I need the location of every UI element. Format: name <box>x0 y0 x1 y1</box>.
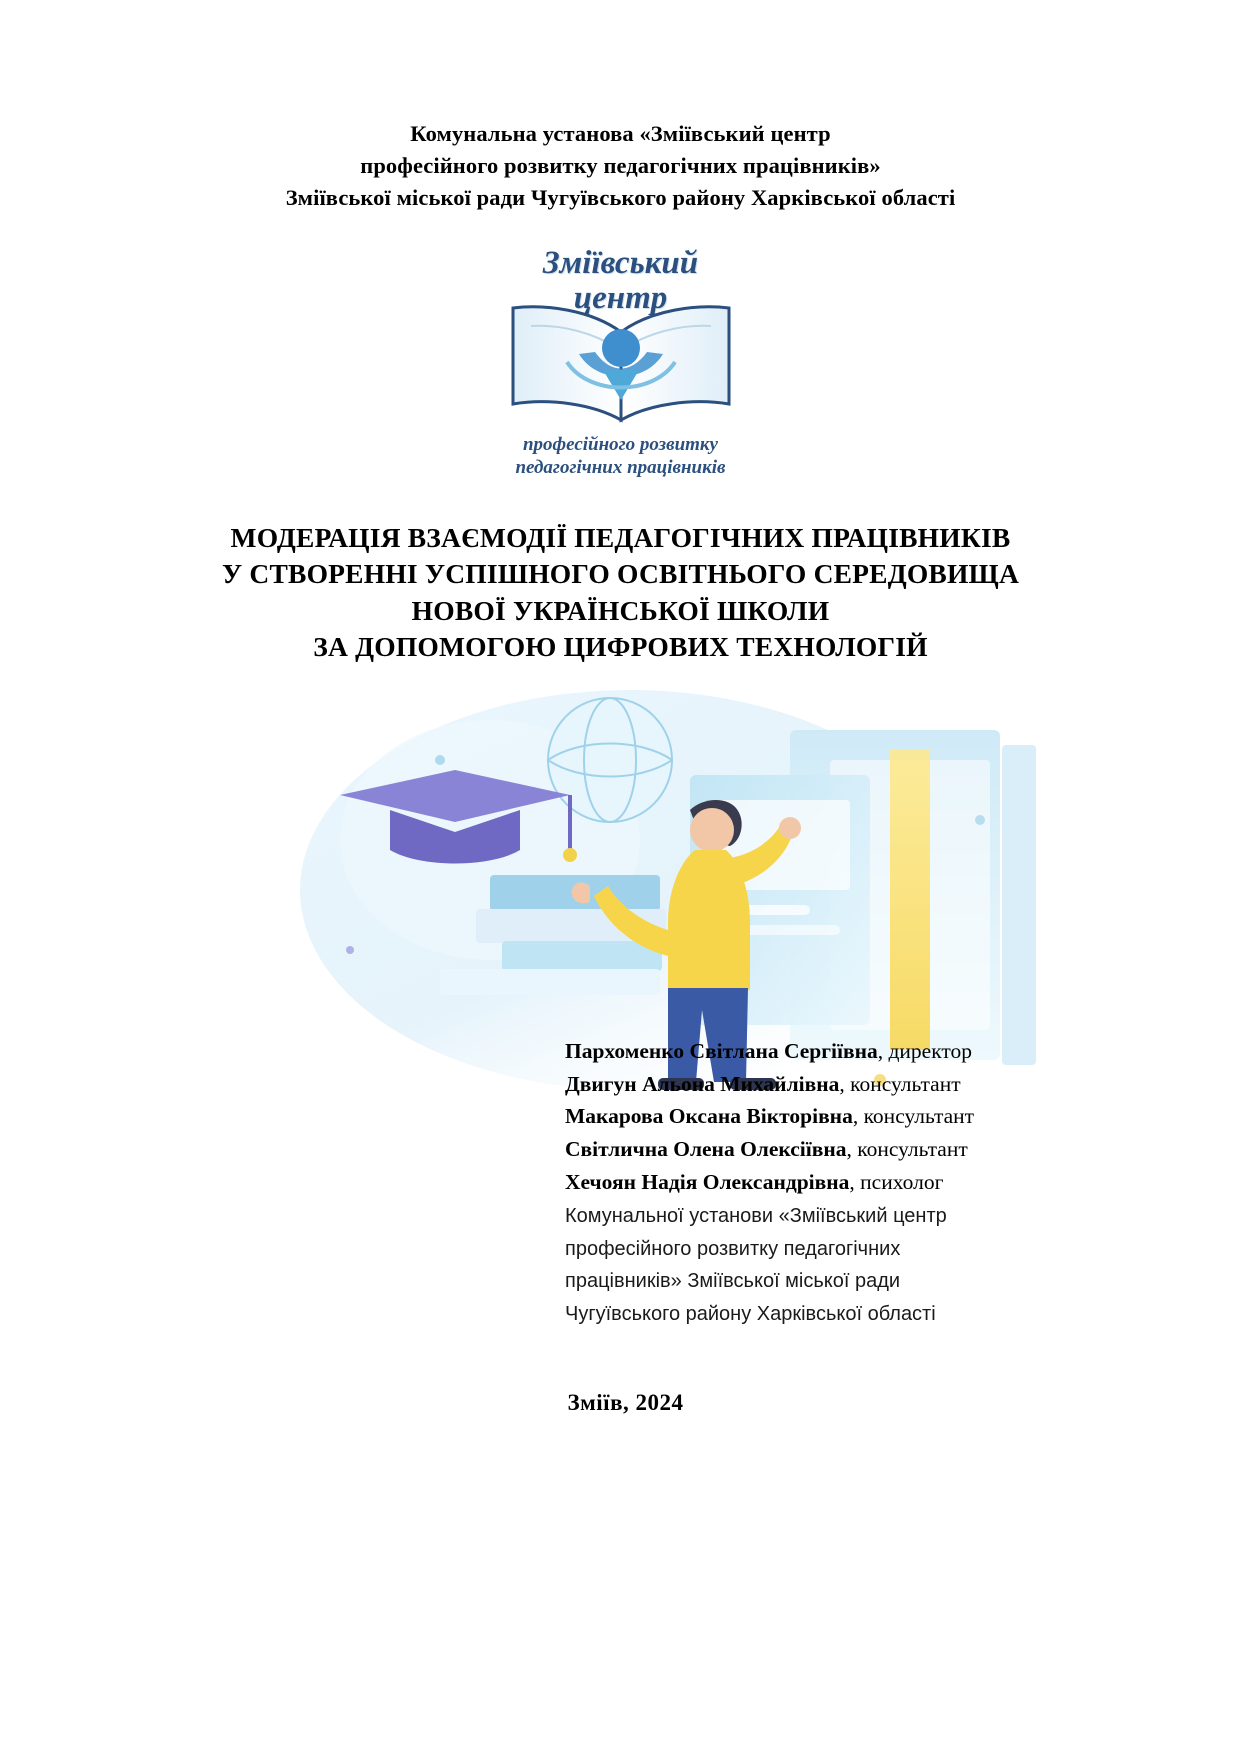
author-row <box>565 1166 1085 1199</box>
author-name: Двигун Альона Михайлівна <box>565 1071 840 1096</box>
author-role: , директор <box>877 1039 972 1063</box>
author-role: , консультант <box>852 1104 975 1129</box>
affiliation-line-3: працівників» Зміївської міської ради <box>565 1270 901 1293</box>
document-footer <box>0 1390 1241 1416</box>
author-name: Пархоменко Світлана Сергіївна <box>565 1039 878 1063</box>
author-row <box>565 1068 1085 1101</box>
author-role: , психолог <box>849 1169 944 1194</box>
affiliation-line-1: Комунальної установи «Зміївський центр <box>565 1205 947 1228</box>
author-name: Макарова Оксана Вікторівна <box>565 1104 853 1129</box>
organization-logo <box>471 240 771 480</box>
logo-title-line-2: центр <box>573 279 668 316</box>
author-name: Хечоян Надія Олександрівна <box>565 1169 850 1194</box>
document-title <box>0 520 1241 665</box>
author-role: , консультант <box>839 1071 961 1096</box>
author-role: , консультант <box>846 1137 968 1162</box>
document-title-line-3: НОВОЇ УКРАЇНСЬКОЇ ШКОЛИ <box>411 594 830 626</box>
author-row <box>565 1035 1085 1068</box>
affiliation-line-2: професійного розвитку педагогічних <box>565 1237 901 1260</box>
place-and-year: Зміїв, 2024 <box>567 1390 684 1415</box>
author-row <box>565 1133 1085 1166</box>
authors-block <box>565 1035 1085 1330</box>
document-title-line-4: ЗА ДОПОМОГОЮ ЦИФРОВИХ ТЕХНОЛОГІЙ <box>313 630 928 662</box>
affiliation-block <box>565 1200 1085 1330</box>
logo-subtitle-line-1: професійного розвитку <box>522 433 718 455</box>
logo-subtitle <box>471 433 771 481</box>
institution-header-line-3: Зміївської міської ради Чугуївського району Харківської області <box>285 184 956 210</box>
document-title-line-1: МОДЕРАЦІЯ ВЗАЄМОДІЇ ПЕДАГОГІЧНИХ ПРАЦІВНИКІВ <box>230 522 1011 553</box>
logo-subtitle-line-2: педагогічних працівників <box>515 457 726 479</box>
author-row <box>565 1100 1085 1133</box>
institution-header-line-2: професійного розвитку педагогічних працівників» <box>360 152 881 178</box>
affiliation-line-4: Чугуївського району Харківської області <box>565 1302 936 1325</box>
logo-title-line-1: Зміївський <box>542 245 699 281</box>
institution-header-line-1: Комунальна установа «Зміївський центр <box>410 121 831 146</box>
document-title-line-2: У СТВОРЕННІ УСПІШНОГО ОСВІТНЬОГО СЕРЕДОВИЩА <box>221 558 1020 590</box>
institution-header <box>0 118 1241 214</box>
author-name: Світлична Олена Олексіївна <box>565 1137 847 1162</box>
open-book-icon <box>471 292 771 432</box>
